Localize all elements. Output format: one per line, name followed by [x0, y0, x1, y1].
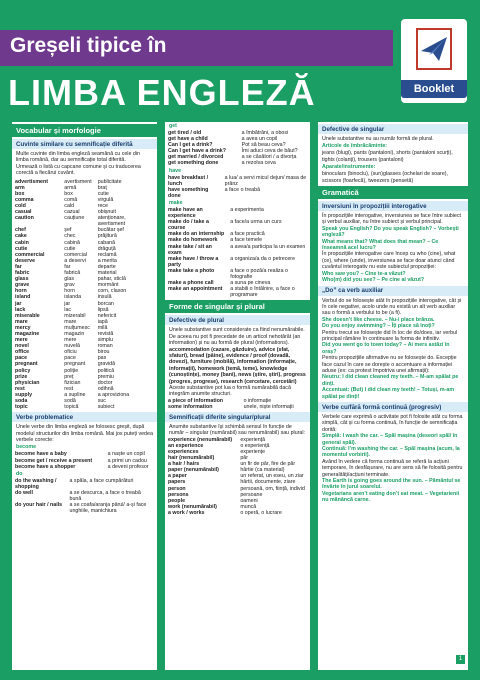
translation-cell: a face o treabă: [224, 186, 261, 193]
term-cell: have something done: [168, 186, 209, 199]
table-row: [165, 175, 310, 187]
term-cell: have breakfast / lunch: [168, 174, 209, 187]
intro-text: Multe cuvinte din limba engleză seamănă cu cele din limba română, dar au semnificație total diferită.: [16, 151, 140, 164]
term-cell: get have a child: [168, 136, 208, 143]
translation-cell: Pot să beau ceva?: [241, 142, 286, 149]
do-example-1: She doesn’t like cheese. – Nu-i place brânza.: [322, 316, 435, 323]
inversion-example-1: Speak you English? Do you speak English? – Vorbești engleză?: [322, 225, 459, 239]
term-cell: experiences: [168, 449, 199, 455]
table-row: [12, 404, 157, 410]
term-cell: cold: [15, 203, 26, 209]
translation-cell: pas: [97, 355, 107, 362]
translation-cell: unele, niște informații: [243, 403, 294, 410]
get-table: [165, 130, 310, 167]
inversion-text-2: În propozițiile interogative care încep cu who (cine), what (ce), where (unde), inversiunea se face doar atunci când cuvântul interogativ nu este subiectul propoziției:: [322, 251, 456, 271]
translation-cell: material: [97, 270, 117, 277]
translation-cell: a se descurca, a face o treabă bună: [69, 489, 141, 502]
defective-pairs: [165, 398, 310, 410]
section-grammar: Gramatică: [318, 186, 468, 199]
translation-cell: a se coafa/aranja părul/ a-și face unghiile, manichiura: [69, 502, 147, 515]
term-cell: make take a photo: [168, 267, 215, 274]
table-row: [165, 207, 310, 219]
subsection-defective-singular: Defective de singular: [318, 124, 468, 134]
table-row: [165, 256, 310, 268]
translation-cell: mormânt: [97, 282, 119, 289]
false-friends-table: [12, 179, 157, 411]
translation-cell: cabină: [64, 239, 80, 246]
term-cell: comma: [15, 196, 34, 203]
term-cell: box: [15, 190, 25, 197]
term-cell: make do homework: [168, 237, 218, 244]
translation-cell: o experiență: [240, 442, 270, 449]
subsection-inversion: Inversiuni în propozițiii interogative: [318, 201, 468, 211]
term-cell: topic: [15, 404, 28, 411]
translation-cell: nuvelă: [64, 343, 80, 350]
term-cell: make do an internship: [168, 231, 225, 238]
translation-cell: revistă: [97, 330, 114, 337]
term-cell: get something done: [168, 160, 219, 167]
translation-cell: nefericit: [97, 312, 117, 319]
term-cell: become get / receive a present: [15, 457, 93, 464]
translation-cell: a stabili o întâlnire, a face o programare: [230, 286, 295, 299]
subsection-do-aux: „Do” ca verb auxiliar: [318, 286, 468, 296]
have-table: [165, 175, 310, 199]
title-line1: Greșeli tipice în: [10, 34, 167, 57]
column-1: [12, 122, 157, 670]
term-cell: novel: [15, 343, 29, 350]
term-cell: a paper: [168, 473, 187, 480]
inversion-example-2: What means that? What does that mean? – Ce înseamnă acel lucru?: [322, 238, 439, 252]
progressive-example-3: The Earth is going goes around the sun. – Pământul se învârte în jurul soarelui.: [322, 478, 461, 491]
term-cell: rest: [15, 385, 25, 392]
term-cell: people: [168, 497, 186, 504]
term-cell: lack: [15, 306, 26, 313]
term-cell: supply: [15, 391, 33, 398]
translation-cell: persoană, om, ființă, individ: [240, 485, 305, 492]
translation-cell: mulțumesc: [64, 324, 90, 331]
translation-cell: a face o poză/a realiza o fotografie: [230, 267, 288, 280]
term-cell: become have a baby: [15, 451, 67, 458]
get-heading: get: [169, 123, 177, 129]
translation-cell: șef: [64, 227, 72, 234]
translation-cell: lipsă: [97, 306, 109, 313]
translation-cell: iapă: [97, 318, 108, 325]
term-cell: mere: [15, 337, 28, 344]
translation-cell: a se căsători / a divorța: [241, 154, 297, 161]
translation-cell: a aproviziona: [97, 391, 130, 398]
translation-cell: oameni: [240, 497, 258, 504]
term-cell: a work / works: [168, 509, 205, 516]
translation-cell: box: [64, 190, 73, 197]
translation-cell: rest: [64, 385, 74, 392]
translation-cell: lac: [64, 306, 72, 313]
translation-cell: pregnant: [64, 361, 86, 368]
translation-cell: corn, claxon: [97, 288, 127, 295]
translation-cell: comă: [64, 196, 78, 203]
term-cell: miserable: [15, 312, 40, 319]
term-cell: make take / sit an exam: [168, 243, 212, 256]
term-cell: make an appointment: [168, 286, 223, 293]
term-cell: pace: [15, 355, 28, 362]
translation-cell: horn: [64, 288, 75, 295]
translation-cell: virgulă: [97, 196, 114, 203]
translation-cell: a merita: [97, 257, 117, 264]
progressive-example-2: Continuă: I’m washing the car. – Spăl mașina (acum, la momentul vorbirii).: [322, 446, 460, 459]
term-cell: become have a shopper: [15, 463, 76, 470]
term-cell: advertisment: [15, 178, 48, 185]
term-cell: cutie: [15, 245, 28, 252]
translation-cell: subiect: [97, 404, 115, 411]
term-cell: casual: [15, 209, 32, 216]
title-line2: LIMBA ENGLEZĂ: [8, 72, 316, 113]
table-row: [165, 219, 310, 231]
term-cell: cake: [15, 233, 27, 240]
term-cell: make have / throw a party: [168, 255, 219, 268]
column-2: [165, 122, 310, 670]
do-example-5: Accentuat: (But) I did clean my teeth! – Totuși, m-am spălat pe dinți!: [322, 387, 455, 400]
table-row: [12, 478, 157, 490]
translation-cell: a lua/ a servi micul dejun/ masa de prânz: [224, 174, 307, 187]
table-row: [165, 268, 310, 280]
header: [0, 0, 480, 118]
translation-cell: politică: [97, 367, 115, 374]
table-row: [165, 187, 310, 199]
table-row: [12, 458, 157, 464]
translation-cell: a experimenta: [230, 206, 264, 213]
translation-cell: suc: [97, 398, 106, 404]
translation-cell: cabană: [97, 239, 116, 246]
section-vocabular: Vocabular și morfologie: [12, 124, 157, 137]
term-cell: person: [168, 485, 186, 492]
translation-cell: simplu: [97, 337, 113, 344]
do-text-2: Pentru trecut se folosește did în loc de do/does, iar verbul principal rămâne în continuare la forma de infinitiv.: [322, 329, 458, 342]
term-cell: get tired / old: [168, 130, 202, 136]
term-cell: jar: [15, 300, 22, 307]
translation-cell: doctor: [97, 379, 113, 386]
term-cell: mare: [15, 318, 28, 325]
translation-cell: a spăla, a face cumpărături: [69, 477, 134, 484]
translation-cell: a face/a urma un curs: [230, 219, 282, 226]
table-row: [12, 490, 157, 502]
translation-cell: bucătar șef: [97, 227, 124, 234]
translation-cell: cutie: [64, 245, 76, 252]
translation-cell: o informație: [243, 397, 272, 404]
progressive-example-1: Simplă: I wash the car. – Spăl mașina (deseori spăl/ în general spăl).: [322, 433, 458, 446]
translation-cell: preț: [64, 373, 74, 380]
term-cell: a piece of information: [168, 397, 224, 404]
term-cell: prize: [15, 373, 28, 380]
translation-cell: o operă, o lucrare: [240, 509, 282, 516]
sp-text: Anumite substantive își schimbă sensul în funcție de număr – singular (numărabil) sau nenumărabil) sau plural:: [169, 424, 306, 437]
term-cell: do the washing / shopping: [15, 477, 57, 490]
translation-cell: pahar, sticlă: [97, 276, 126, 283]
translation-cell: magazin: [64, 330, 85, 337]
verbs-intro: Unele verbe din limba engleză se folosesc greșit, după modelul structurilor din limba română. Mai jos puteți vedea verbele corecte:: [16, 424, 153, 443]
translation-cell: un referat, un eseu, un ziar: [240, 473, 304, 480]
tools-heading: Aparate/instrumente:: [322, 164, 376, 171]
defective-list: accommodation (cazare, găzduire), advice (sfat, sfaturi), bread (pâine), evidence / proof (dovadă, dovezi), furniture (mobilă), information (informație, informații), homework (temă, teme), knowledge (cunoștințe), money (bani), news (știre, știri), progress (progres, progrese), research (cercetare, cercetări): [169, 346, 306, 385]
term-cell: some information: [168, 403, 213, 410]
progressive-text: Verbele care exprimă o activitate pot fi folosite atât cu forma simplă, cât și cu forma continuă, în funcție de semnificația dorită:: [322, 414, 463, 433]
section-singular-plural: Forme de singular și plural: [165, 300, 310, 313]
table-row: [12, 502, 157, 514]
page-number: 1: [456, 655, 465, 664]
translation-cell: fizician: [64, 379, 81, 386]
translation-cell: a primi un cadou: [107, 457, 147, 464]
translation-cell: reclamă: [97, 251, 117, 258]
term-cell: paper (nenumărabil): [168, 467, 219, 474]
table-row: [12, 215, 157, 227]
term-cell: physician: [15, 379, 40, 386]
term-cell: far: [15, 263, 22, 270]
table-row: [165, 244, 310, 256]
have-heading: have: [169, 167, 182, 174]
translation-cell: obișnuit: [97, 209, 116, 216]
translation-cell: grav: [64, 282, 75, 289]
translation-cell: mizerabil: [64, 312, 86, 319]
clothes-heading: Articole de îmbrăcăminte:: [322, 143, 388, 150]
do-example-2: Do you enjoy swimming? – Îți place să înoți?: [322, 323, 435, 330]
booklet-logo: [401, 19, 467, 103]
term-cell: horn: [15, 288, 27, 295]
become-heading: become: [16, 444, 37, 451]
translation-cell: drăguță: [97, 245, 116, 252]
term-cell: grave: [15, 282, 30, 289]
term-cell: island: [15, 294, 31, 301]
subsection-meaning-sp: Semnificații diferite singular/plural: [165, 412, 310, 422]
term-cell: deserve: [15, 257, 36, 264]
subsection-defective-plural: Defective de plural: [165, 315, 310, 325]
defective-text-2: Aceste substantive pot lua o formă numărabilă dacă integrăm anumite structuri.: [169, 385, 291, 398]
translation-cell: a deveni profesor: [107, 463, 149, 470]
term-cell: make a phone call: [168, 280, 214, 287]
translation-cell: prăjitură: [97, 233, 117, 240]
term-cell: fabric: [15, 270, 30, 277]
progressive-text-2: Având în vedere că forma continuă se referă la acțiuni temporare, în desfășurare, nu are sens să fie folosită pentru generalități/acțiuni terminate.: [322, 458, 463, 478]
do-text: Verbul do se folosește atât în propozițiile interogative, cât și în cele negative, acolo unde nu există un alt verb auxiliar sau o formă a verbului to be (a fi).: [322, 297, 462, 317]
term-cell: caution: [15, 215, 34, 222]
term-cell: chef: [15, 227, 26, 234]
inversion-text: În propozițiile interogative, inversiunea se face între subiect și verbul auxiliar, nu între subiect și verbul principal.: [322, 213, 461, 226]
translation-cell: odihnă: [97, 385, 114, 392]
term-cell: do well: [15, 489, 33, 496]
logo-text: Booklet: [401, 80, 467, 98]
term-cell: experience (nenumărabil): [168, 436, 233, 443]
term-cell: papers: [168, 479, 186, 486]
term-cell: work (nenumărabil): [168, 503, 217, 510]
translation-cell: cutie: [97, 190, 109, 197]
translation-cell: pace: [64, 355, 76, 362]
translation-cell: gravidă: [97, 361, 116, 368]
translation-cell: a supline: [64, 391, 86, 398]
tools-text: binoculars (binoclu), (sun)glasses (ochelari de soare), scissors (foarfecă), tweezers (pensetă): [322, 171, 449, 184]
term-cell: a hair / hairs: [168, 461, 200, 468]
translation-cell: a rezolva ceva: [241, 160, 276, 167]
do-example-3: Did you went go to town today? – Ai mers astăzi în oraș?: [322, 342, 450, 355]
translation-cell: experiență: [240, 436, 266, 443]
defective-text: Unele substantive sunt considerate ca fiind nenumărabile. De aceea nu pot fi precedate de un articol nehotărât (an information) și nu au formă de plural (informations).: [169, 327, 305, 347]
translation-cell: a face practică: [230, 231, 265, 238]
sp-table: [165, 437, 310, 516]
do-table: [12, 478, 157, 515]
translation-cell: mare: [64, 318, 77, 325]
translation-cell: milă: [97, 324, 108, 331]
inversion-example-4: Who(m) did you see? – Pe cine ai văzut?: [322, 277, 425, 284]
column-3: [318, 122, 468, 670]
translation-cell: birou: [97, 349, 110, 356]
table-row: [165, 404, 310, 410]
do-example-4: Neutru: I did clean cleaned my teeth. – M-am spălat pe dinți.: [322, 374, 459, 387]
translation-cell: oficiu: [64, 349, 77, 356]
paper-plane-icon: [415, 25, 453, 73]
term-cell: pregnant: [15, 361, 38, 368]
term-cell: do your hair / nails: [15, 502, 63, 509]
translation-cell: islanda: [64, 294, 82, 301]
translation-cell: departe: [97, 263, 116, 270]
translation-cell: topică: [64, 404, 79, 411]
translation-cell: a îmbătrâni, a obosi: [241, 130, 289, 136]
translation-cell: a deservi: [64, 257, 86, 264]
translation-cell: premiu: [97, 373, 114, 380]
become-table: [12, 451, 157, 469]
term-cell: Can I get have a drink?: [168, 148, 226, 155]
translation-cell: borcan: [97, 300, 114, 307]
translation-cell: insulă: [97, 294, 112, 301]
term-cell: persons: [168, 491, 189, 498]
term-cell: arm: [15, 184, 25, 191]
term-cell: soda: [15, 398, 28, 404]
translation-cell: a organiza/a da o petrecere: [230, 255, 296, 262]
make-heading: make: [169, 199, 183, 206]
table-row: [165, 510, 310, 516]
term-cell: hair (nenumărabil): [168, 455, 215, 462]
translation-cell: a avea un copil: [241, 136, 278, 143]
translation-cell: roman: [97, 343, 113, 350]
translation-cell: publicitate: [97, 178, 122, 185]
translation-cell: sodă: [64, 398, 76, 404]
translation-cell: glas: [64, 276, 75, 283]
term-cell: Can I get a drink?: [168, 142, 213, 149]
translation-cell: muncă: [240, 503, 257, 510]
translation-cell: păr: [240, 455, 248, 462]
translation-cell: a naște un copil: [107, 451, 145, 458]
translation-cell: jar: [64, 300, 71, 307]
translation-cell: comercial: [64, 251, 87, 258]
term-cell: make do / take a course: [168, 219, 209, 232]
translation-cell: poliție: [64, 367, 79, 374]
translation-cell: hârtii, documente, ziare: [240, 479, 296, 486]
term-cell: glass: [15, 276, 29, 283]
inversion-example-3: Who saw you? – Cine te-a văzut?: [322, 270, 406, 277]
subsection-similar: Cuvinte similare cu semnificație diferită: [12, 139, 157, 149]
term-cell: an experience: [168, 442, 204, 449]
progressive-example-4: Vegetarians aren’t eating don’t eat meat. – Vegetarienii nu mănâncă carne.: [322, 490, 460, 504]
do-text-3: Pentru propozițiile afirmative nu se folosește do. Excepție face cazul în care se dorește o accentuare a informației aduse (ex: ca protest împotriva unei afirmații):: [322, 355, 457, 374]
subsection-verbs: Verbe problematice: [12, 412, 157, 422]
translation-cell: fabrică: [64, 270, 81, 277]
translation-cell: cauțiune: [64, 215, 85, 222]
term-cell: cabin: [15, 239, 29, 246]
do-heading: do: [16, 470, 23, 477]
table-row: [165, 286, 310, 298]
intro-text-2: Urmează o listă cu capcane comune și cu traducerea corectă a fiecărui cuvânt.: [16, 163, 141, 177]
translation-cell: a suna pe cineva: [230, 280, 271, 287]
term-cell: make have an experience: [168, 206, 203, 220]
term-cell: mercy: [15, 324, 31, 331]
term-cell: magazine: [15, 330, 40, 337]
subsection-progressive: Verbe cu/fără formă continuă (progresiv): [318, 402, 468, 412]
translation-cell: persoane: [240, 491, 263, 498]
translation-cell: hârtie (ca material): [240, 467, 285, 474]
translation-cell: a avea/a participa la un examen: [230, 243, 306, 250]
term-cell: policy: [15, 367, 31, 374]
translation-cell: far: [64, 263, 71, 270]
translation-cell: rece: [97, 203, 108, 209]
translation-cell: a face temele: [230, 237, 263, 244]
translation-cell: cazual: [64, 209, 80, 216]
translation-cell: un fir de păr, fire de păr: [240, 461, 296, 468]
term-cell: commercial: [15, 251, 45, 258]
make-table: [165, 207, 310, 298]
translation-cell: Îmi aduci ceva de băut?: [241, 148, 298, 155]
translation-cell: atenționare, avertisment: [97, 215, 126, 228]
translation-cell: armă: [64, 184, 77, 191]
term-cell: office: [15, 349, 30, 356]
translation-cell: mere: [64, 337, 77, 344]
translation-cell: avertisment: [64, 178, 92, 185]
clothes-text: jeans (blugi), pants (pantaloni), shorts (pantaloni scurți), tights (colanți), trousers (pantaloni): [322, 150, 453, 163]
translation-cell: braț: [97, 184, 107, 191]
translation-cell: chec: [64, 233, 76, 240]
translation-cell: cald: [64, 203, 75, 209]
translation-cell: experiențe: [240, 449, 266, 455]
def-sg-text: Unele substantive nu au număr formă de plural.: [322, 136, 434, 142]
term-cell: get married / divorced: [168, 154, 224, 161]
